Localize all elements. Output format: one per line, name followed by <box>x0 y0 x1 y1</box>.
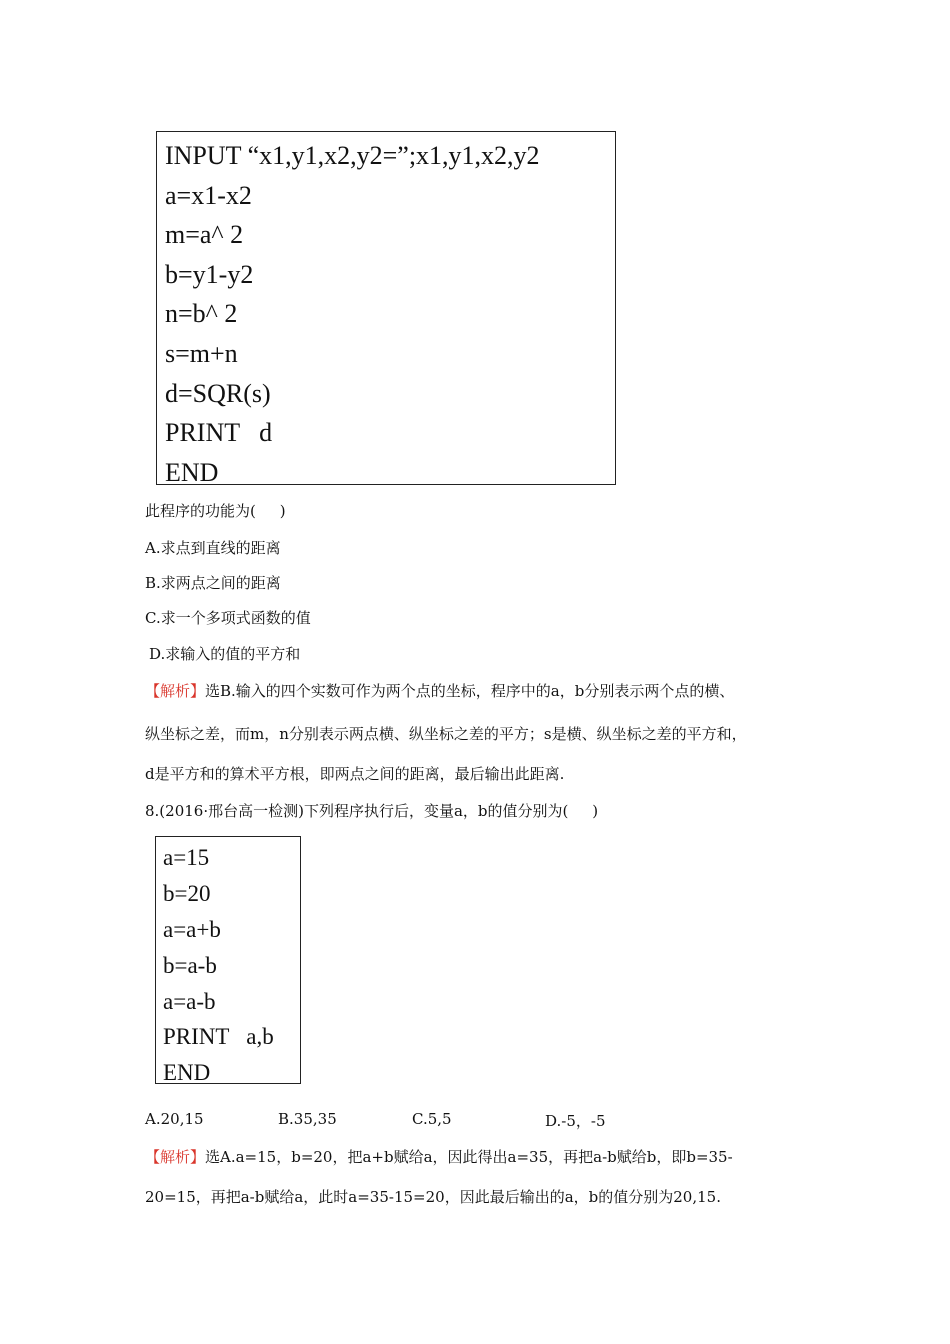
analysis-text: 选A.a=15，b=20，把a+b赋给a，因此得出a=35，再把a-b赋给b，即b=35- <box>205 1148 733 1166</box>
code-line: a=15 <box>163 845 210 870</box>
analysis-8-line-1 <box>145 1146 733 1167</box>
analysis-7-line-3: d是平方和的算术平方根，即两点之间的距离，最后输出此距离. <box>145 765 565 783</box>
code-line: PRINT d <box>165 418 273 448</box>
analysis-tag: 【解析】 <box>145 1148 206 1166</box>
analysis-7-line-1 <box>145 680 734 701</box>
code-line: PRINT a,b <box>163 1024 274 1050</box>
code-line: b=20 <box>163 880 211 906</box>
code-line: END <box>165 457 219 487</box>
option-d: D.求输入的值的平方和 <box>149 645 301 663</box>
code-line: n=b^ 2 <box>165 299 238 329</box>
code-line: a=a-b <box>163 988 216 1014</box>
option-b: B.35,35 <box>278 1110 337 1128</box>
code-line: INPUT “x1,y1,x2,y2=”;x1,y1,x2,y2 <box>165 141 540 170</box>
option-d: D.-5，-5 <box>545 1112 606 1130</box>
code-line: a=a+b <box>163 916 221 942</box>
code-line: END <box>163 1060 211 1086</box>
program-code-box-1 <box>156 131 616 485</box>
program-code-box-2 <box>155 836 301 1084</box>
option-a: A.20,15 <box>145 1110 204 1128</box>
option-b: B.求两点之间的距离 <box>145 574 281 592</box>
code-line: d=SQR(s) <box>165 378 271 408</box>
question-7-prompt: 此程序的功能为( ) <box>145 502 286 520</box>
option-c: C.5,5 <box>412 1110 452 1128</box>
analysis-7-line-2: 纵坐标之差，而m，n分别表示两点横、纵坐标之差的平方；s是横、纵坐标之差的平方和， <box>145 725 747 743</box>
option-a: A.求点到直线的距离 <box>145 539 281 557</box>
question-8-prompt: 8.(2016·邢台高一检测)下列程序执行后，变量a，b的值分别为( ) <box>145 802 599 820</box>
code-line: b=a-b <box>163 952 217 978</box>
option-c: C.求一个多项式函数的值 <box>145 609 311 627</box>
analysis-tag: 【解析】 <box>145 682 206 700</box>
analysis-8-line-2: 20=15，再把a-b赋给a，此时a=35-15=20，因此最后输出的a，b的值分别为20,15. <box>145 1188 721 1206</box>
code-line: b=y1-y2 <box>165 259 254 289</box>
analysis-text: 选B.输入的四个实数可作为两个点的坐标，程序中的a，b分别表示两个点的横、 <box>205 682 735 700</box>
code-line: m=a^ 2 <box>165 220 244 250</box>
code-line: s=m+n <box>165 338 238 368</box>
code-line: a=x1-x2 <box>165 180 252 210</box>
